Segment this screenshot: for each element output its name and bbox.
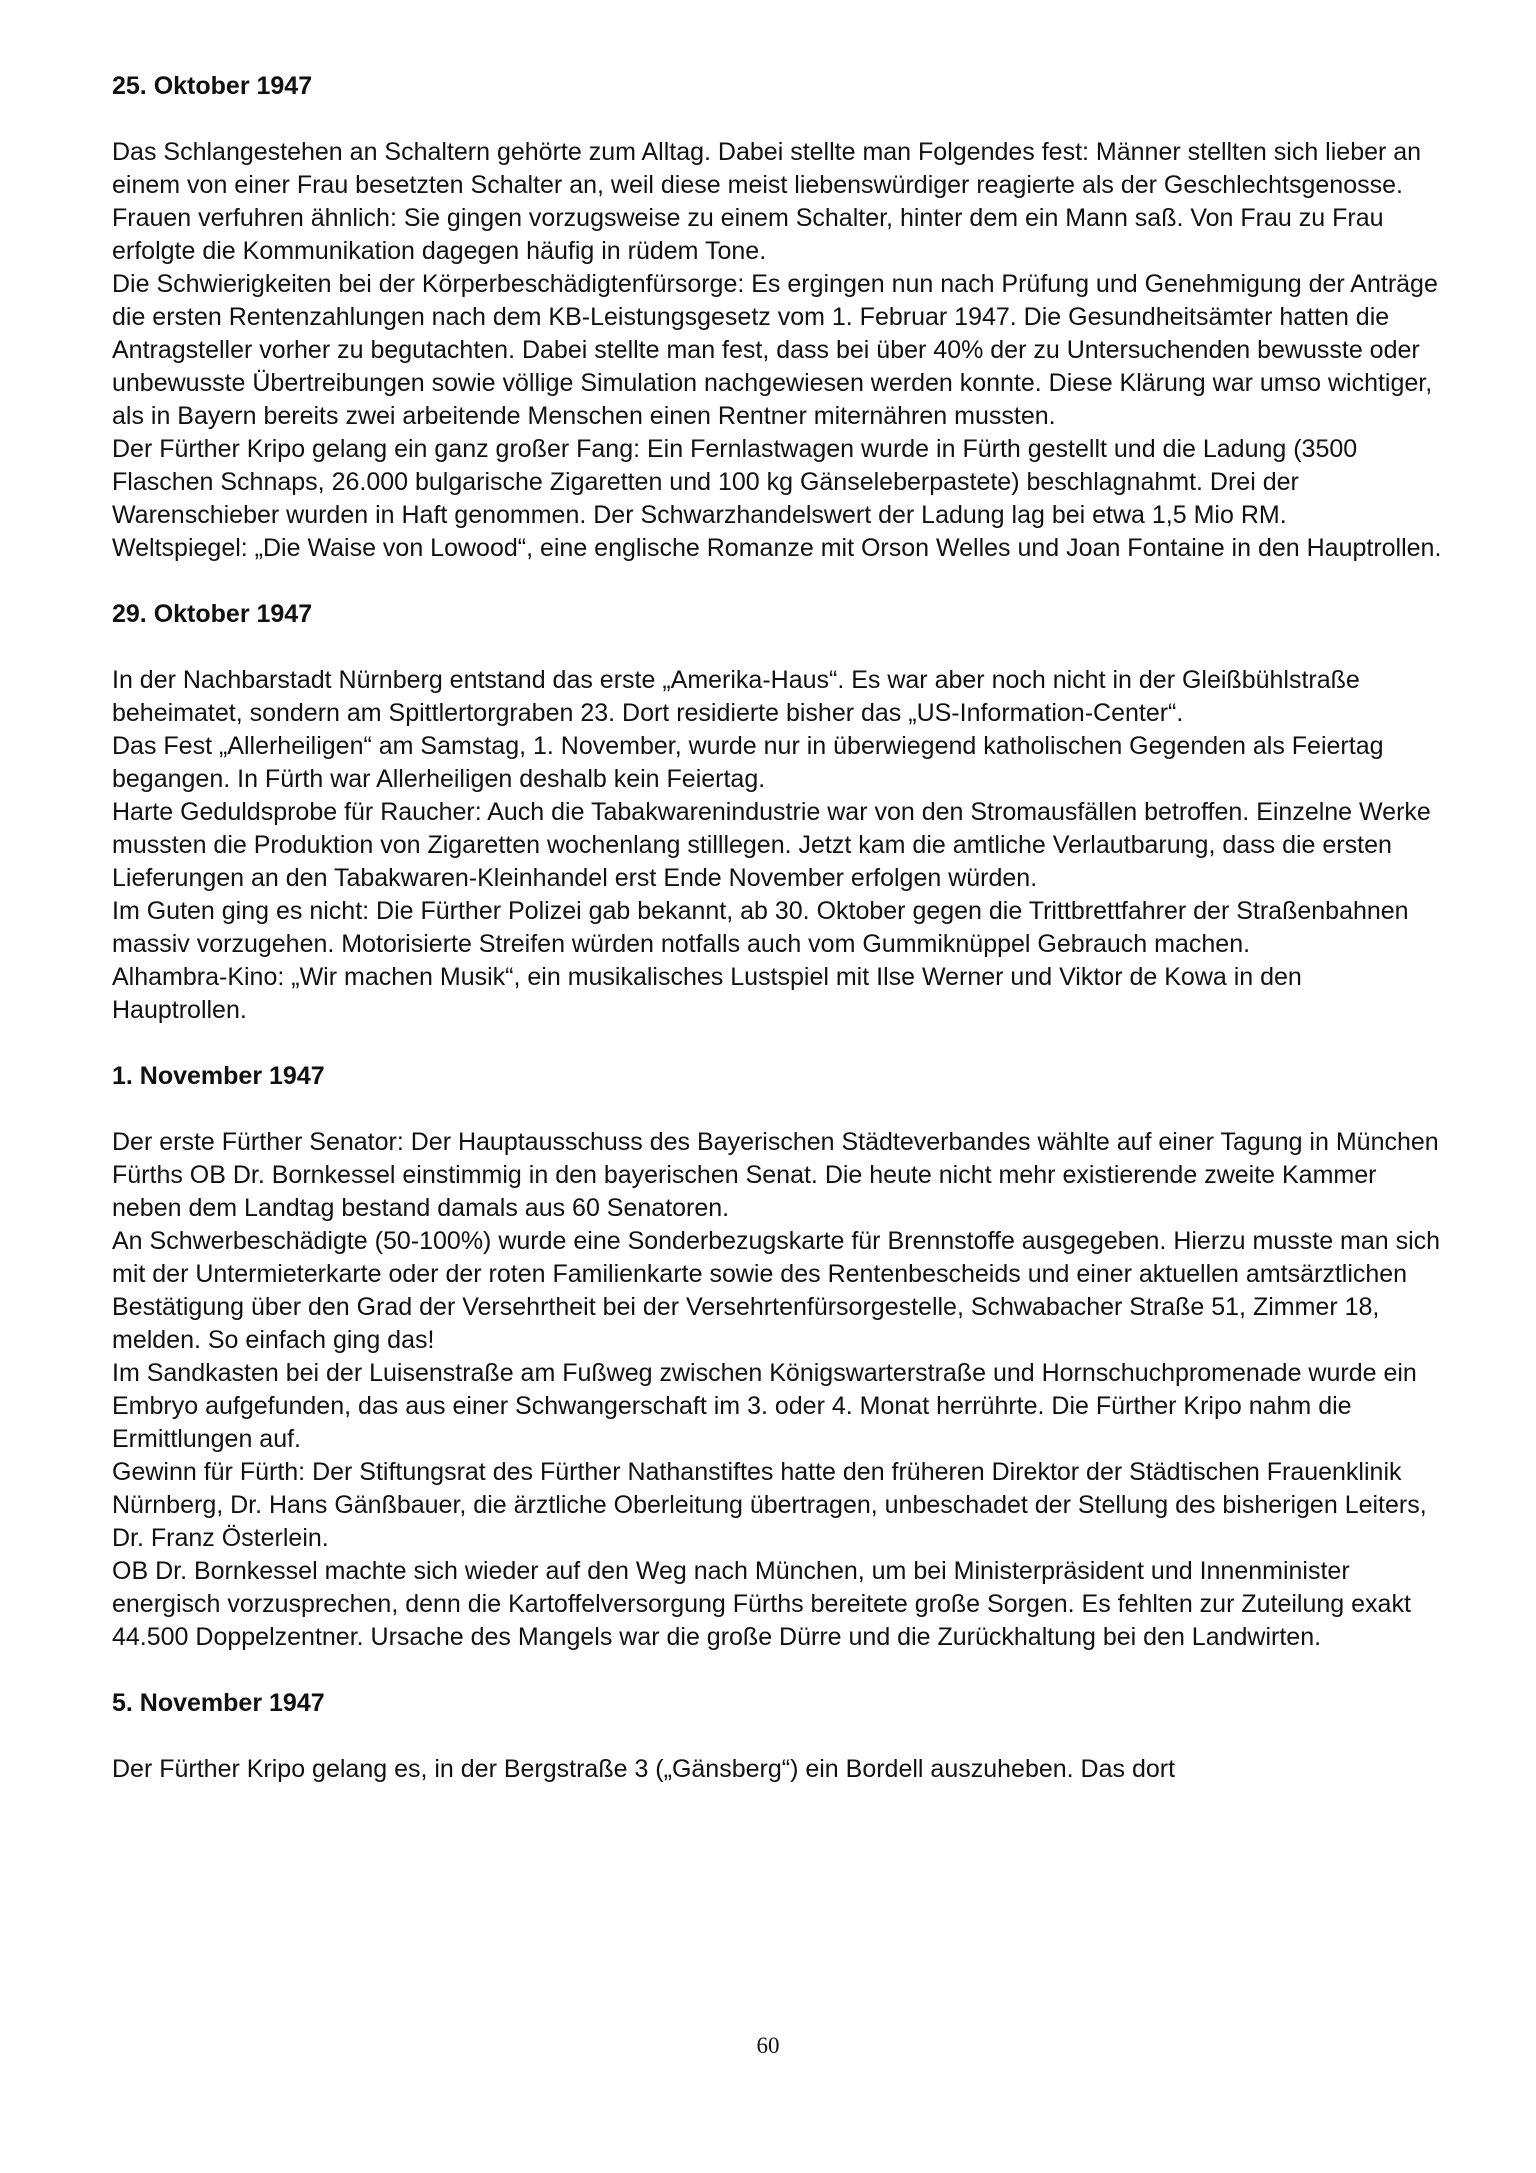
entry-paragraph: Das Fest „Allerheiligen“ am Samstag, 1. November, wurde nur in überwiegend katholischen Gegenden als Feiertag begangen. In Fürth war Allerheiligen deshalb kein Feiertag. — [112, 732, 1384, 793]
entry-date: 5. November 1947 — [112, 1689, 325, 1717]
entry-date: 29. Oktober 1947 — [112, 600, 313, 628]
entry-paragraph: Der Fürther Kripo gelang ein ganz großer Fang: Ein Fernlastwagen wurde in Fürth gestellt und die Ladung (3500 Flaschen Schnaps, 26.000 bulgarische Zigaretten und 100 kg Gänseleberpastete) beschlagnahmt. Drei der Warenschieber wurden in Haft genommen. Der Schwarzhandelswert der Ladung lag bei etwa 1,5 Mio RM. — [112, 435, 1358, 529]
entry-paragraph: Harte Geduldsprobe für Raucher: Auch die Tabakwarenindustrie war von den Stromausfällen betroffen. Einzelne Werke mussten die Produktion von Zigaretten wochenlang stilllegen. Jetzt kam die amtliche Verlautbarung, dass die ersten Lieferungen an den Tabakwaren-Kleinhandel erst Ende November erfolgen würden. — [112, 798, 1431, 892]
entry-paragraph: Weltspiegel: „Die Waise von Lowood“, eine englische Romanze mit Orson Welles und Joan Fontaine in den Hauptrollen. — [112, 534, 1442, 562]
document-page — [112, 70, 1442, 1786]
page-number: 60 — [756, 2033, 780, 2058]
entry-paragraph: Das Schlangestehen an Schaltern gehörte zum Alltag. Dabei stellte man Folgendes fest: Männer stellten sich lieber an einem von einer Frau besetzten Schalter an, weil diese meist liebenswürdiger reagierte als der Geschlechtsgenosse. Frauen verfuhren ähnlich: Sie gingen vorzugsweise zu einem Schalter, hinter dem ein Mann saß. Von Frau zu Frau erfolgte die Kommunikation dagegen häufig in rüdem Tone. — [112, 138, 1422, 265]
entry-paragraph: Im Guten ging es nicht: Die Fürther Polizei gab bekannt, ab 30. Oktober gegen die Trittbrettfahrer der Straßenbahnen massiv vorzugehen. Motorisierte Streifen würden notfalls auch vom Gummiknüppel Gebrauch machen. — [112, 897, 1409, 958]
entry-paragraph: Der erste Fürther Senator: Der Hauptausschuss des Bayerischen Städteverbandes wählte auf einer Tagung in München Fürths OB Dr. Bornkessel einstimmig in den bayerischen Senat. Die heute nicht mehr existierende zweite Kammer neben dem Landtag bestand damals aus 60 Senatoren. — [112, 1128, 1439, 1222]
entry-paragraph: Alhambra-Kino: „Wir machen Musik“, ein musikalisches Lustspiel mit Ilse Werner und Viktor de Kowa in den Hauptrollen. — [112, 963, 1302, 1024]
entry-29-oktober-1947 — [112, 598, 1442, 1027]
entry-paragraph: In der Nachbarstadt Nürnberg entstand das erste „Amerika-Haus“. Es war aber noch nicht in der Gleißbühlstraße beheimatet, sondern am Spittlertorgraben 23. Dort residierte bisher das „US-Information-Center“. — [112, 666, 1360, 727]
entry-paragraph: Die Schwierigkeiten bei der Körperbeschädigtenfürsorge: Es ergingen nun nach Prüfung und Genehmigung der Anträge die ersten Rentenzahlungen nach dem KB-Leistungsgesetz vom 1. Februar 1947. Die Gesundheitsämter hatten die Antragsteller vorher zu begutachten. Dabei stellte man fest, dass bei über 40% der zu Untersuchenden bewusste oder unbewusste Übertreibungen sowie völlige Simulation nachgewiesen werden konnte. Diese Klärung war umso wichtiger, als in Bayern bereits zwei arbeitende Menschen einen Rentner miternähren mussten. — [112, 270, 1438, 430]
entry-paragraph: OB Dr. Bornkessel machte sich wieder auf den Weg nach München, um bei Ministerpräsident und Innenminister energisch vorzusprechen, denn die Kartoffelversorgung Fürths bereitete große Sorgen. Es fehlten zur Zuteilung exakt 44.500 Doppelzentner. Ursache des Mangels war die große Dürre und die Zurückhaltung bei den Landwirten. — [112, 1557, 1411, 1651]
entry-paragraph: Der Fürther Kripo gelang es, in der Bergstraße 3 („Gänsberg“) ein Bordell auszuheben. Das dort — [112, 1755, 1176, 1783]
entry-paragraph: Gewinn für Fürth: Der Stiftungsrat des Fürther Nathanstiftes hatte den früheren Direktor der Städtischen Frauenklinik Nürnberg, Dr. Hans Gänßbauer, die ärztliche Oberleitung übertragen, unbeschadet der Stellung des bisherigen Leiters, Dr. Franz Österlein. — [112, 1458, 1427, 1552]
entry-5-november-1947 — [112, 1687, 1442, 1786]
entry-date: 25. Oktober 1947 — [112, 72, 313, 100]
entry-paragraph: An Schwerbeschädigte (50-100%) wurde eine Sonderbezugskarte für Brennstoffe ausgegeben. Hierzu musste man sich mit der Untermieterkarte oder der roten Familienkarte sowie des Rentenbescheids und einer aktuellen amtsärztlichen Bestätigung über den Grad der Versehrtheit bei der Versehrtenfürsorgestelle, Schwabacher Straße 51, Zimmer 18, melden. So einfach ging das! — [112, 1227, 1441, 1354]
entry-date: 1. November 1947 — [112, 1062, 325, 1090]
entry-1-november-1947 — [112, 1060, 1442, 1654]
entry-paragraph: Im Sandkasten bei der Luisenstraße am Fußweg zwischen Königswarterstraße und Hornschuchpromenade wurde ein Embryo aufgefunden, das aus einer Schwangerschaft im 3. oder 4. Monat herrührte. Die Fürther Kripo nahm die Ermittlungen auf. — [112, 1359, 1417, 1453]
entry-25-oktober-1947 — [112, 70, 1442, 565]
